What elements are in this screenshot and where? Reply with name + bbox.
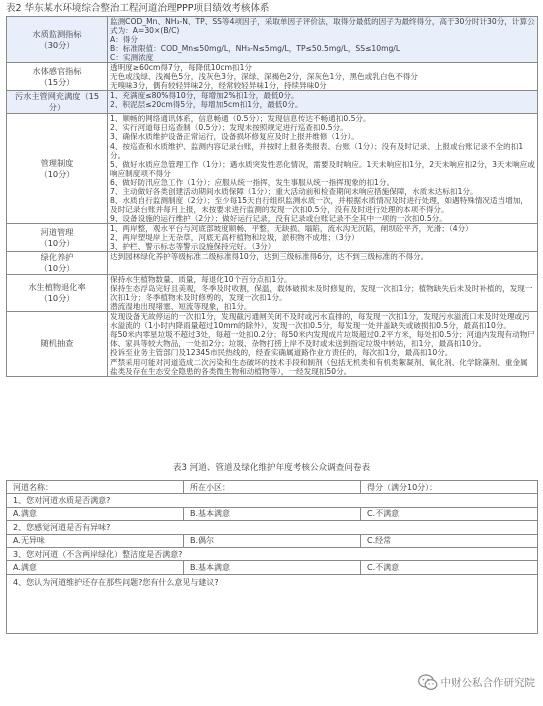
option-c: C.不满意 xyxy=(361,507,538,520)
indicator-row xyxy=(7,312,538,376)
option-a: A.无异味 xyxy=(7,534,184,547)
question-1: 1、您对河道水质是否满意? xyxy=(7,494,538,507)
indicator-category: 水质监测指标 （30分） xyxy=(7,17,108,63)
community-cell: 所在小区： xyxy=(184,481,361,494)
indicator-row xyxy=(7,252,538,275)
options-row xyxy=(7,561,538,574)
criteria-line: 1、顺畅的网络通讯体系，信息畅通（0.5分）；发现信息传达不畅通扣0.5分。 xyxy=(110,114,371,124)
criteria-line: 2、积泥层≤20cm得5分，每增加5cm扣1分，最低0分。 xyxy=(110,100,303,110)
criteria-line: 达到园林绿化养护等级标准二级标准得10分，达到三级标准得6分，达不到三级标准的不得分。 xyxy=(110,252,429,262)
criteria-line: 7、主动做好各类创建活动期间水质保障（1分）；重大活动前和检查期间未响应措施保障，水质未达标扣1分。 xyxy=(110,186,478,196)
criteria-line: 1、两岸整，观水平台与河底部坡度顺畅、平整，无缺损、塌陷，流水沟无沉陷，闸坝砼平齐，光滑；（4分） xyxy=(110,223,473,233)
performance-table xyxy=(6,16,538,377)
option-a: A.满意 xyxy=(7,561,184,574)
indicator-row xyxy=(7,17,538,63)
option-c: C.经常 xyxy=(361,534,538,547)
indicator-row xyxy=(7,223,538,251)
question-row xyxy=(7,574,538,633)
criteria-line: 保持水生植物数量、质量，每退化10个百分点扣1分。 xyxy=(110,275,292,285)
criteria-line: 透明度≥60cm得7分，每降低10cm扣1分 xyxy=(110,63,253,73)
criteria-line: 每50米内零星垃圾不超过3处，每超一处扣0.2分；每50米内发现成片垃圾超过0.2平方米，每处扣0.5分；河道内发现有动物尸体、家具等较大物品，一处扣2分；垃圾、杂物打捞上岸不及时或未送到指定垃圾中转站，扣1分，最高扣10分。 xyxy=(110,330,535,349)
criteria-line: 投诉至业务主管部门及12345市民热线的，经查实确属道路作业方责任的，每次扣1分，最高扣10分。 xyxy=(110,348,453,358)
criteria-line: 无色或浅绿、浅褐色5分，浅灰色3分，深绿、深褐色2分，深灰色1分，黑色或乳白色不得分 xyxy=(110,72,418,82)
criteria-line: 5、做好水质应急管理工作（1分）；遇水质突发性恶化情况，需要及时响应。1天未响应扣1分，2天未响应扣2分，3天未响应或响应制度项不得分 xyxy=(110,159,535,178)
question-4: 4、您认为河道维护还存在那些问题?您有什么意见与建议? xyxy=(7,574,538,633)
criteria-line: 发现设备无故停运的一次扣1分，发现截污通闸关闭不及时或污水直排的，每发现一次扣1分，发现污水溢流口未及时处理或污水溢流的（1小时内降雨量超过10mm的除外），发现一次扣0.5分，每发现一处井盖缺失或破损扣0.5分，最高扣10分。 xyxy=(110,312,530,331)
survey-header-row xyxy=(7,481,538,494)
table2-title: 表3 河道、管道及绿化维护年度考核公众调查问卷表 xyxy=(172,463,371,473)
criteria-line: 9、设备设施的运行维护（2分）；做好运行记录，没有记录或台账记录不全其中一项的一次扣0.5分。 xyxy=(110,213,447,223)
indicator-row xyxy=(7,91,538,114)
watermark xyxy=(418,672,536,692)
indicator-row xyxy=(7,275,538,312)
criteria-line: 2、两岸塑堤岸上无杂草，河底无高杆植物和垃圾，淤积物不成堆；（3分） xyxy=(110,232,359,242)
option-a: A.满意 xyxy=(7,507,184,520)
criteria-line: C：实测浓度 xyxy=(110,53,154,63)
indicator-row xyxy=(7,63,538,91)
options-row xyxy=(7,534,538,547)
question-3: 3、您对河道（不含两岸绿化）整洁度是否满意? xyxy=(7,547,538,560)
criteria-line: 监测COD_Mn、NH₃-N、TP、SS等4项因子，采取单因子评价法，取得分最低的因子为最终得分，高于30分时计30分，计算公式为：A=30×(B/C) xyxy=(110,17,535,36)
question-2: 2、您感觉河道是否有异味? xyxy=(7,521,538,534)
wechat-icon xyxy=(418,674,438,691)
river-name-cell: 河道名称： xyxy=(7,481,184,494)
score-cell: 得分（满分10分）： xyxy=(361,481,538,494)
indicator-category: 河道管理 （10分） xyxy=(7,223,108,251)
indicator-criteria xyxy=(108,17,538,63)
indicator-category: 水生植物退化率 （10分） xyxy=(7,275,108,312)
option-b: B.基本满意 xyxy=(184,561,361,574)
table1-title: 表2 华东某水环境综合整治工程河道治理PPP项目绩效考核体系 xyxy=(6,3,270,14)
criteria-line: 1、充满度≤80%得10分，每增加2%扣1分，最低0分。 xyxy=(110,91,299,101)
criteria-line: 严禁采用可能对河道造成二次污染和生态破坏的技术手段和制剂（包括无机类和有机类絮凝剂、氧化剂、化学除藻剂、重金属盐类及存在生态安全隐患的各类微生物和动植物等），一经发现扣50分。 xyxy=(110,357,528,376)
question-row xyxy=(7,494,538,507)
criteria-line: 8、水质自行监测制度（2分）；至少每15天自行组织监测水质一次，并根据水质情况及时进行处理，如遇特殊情况适当增加，及时记录台账并每月上报，未按要求进行监测的发现一次扣0.5分，没有及时进行处理的本项不得分。 xyxy=(110,195,528,214)
criteria-line: 无嗅味3分，偶有较轻异味2分，经常较轻异味1分，持续异味0分 xyxy=(110,81,327,91)
indicator-category: 绿化养护 （10分） xyxy=(7,252,108,275)
criteria-line: 3、护栏、警示标志等警示设施保持完好。（3分） xyxy=(110,242,276,252)
indicator-criteria xyxy=(108,223,538,251)
criteria-line: 4、按巡查和水质维护、监测内容记录台账，并按时上报各类报表、台账（1分）；没有及时记录、上报或台账记录不全的扣1分。 xyxy=(110,141,524,160)
indicator-category: 管理制度 （10分） xyxy=(7,114,108,224)
indicator-criteria xyxy=(108,312,538,376)
indicator-row xyxy=(7,114,538,224)
option-c: C.不满意 xyxy=(361,561,538,574)
criteria-line: 6、做好防汛应急工作（1分）；应服从统一指挥，发生事服从统一指挥现象的扣1分。 xyxy=(110,177,395,187)
options-row xyxy=(7,507,538,520)
criteria-line: 保持生态浮岛完好且美观，冬季及时收割，保温，载体破损未及时修复的，发现一次扣1分；植物缺失后未及时补植的，发现一次扣1分；冬季植物未及时修剪的，发现一次扣1分。 xyxy=(110,284,533,303)
indicator-criteria xyxy=(108,275,538,312)
indicator-category: 随机抽查 xyxy=(7,312,108,376)
survey-table xyxy=(6,480,538,634)
indicator-criteria xyxy=(108,91,538,114)
indicator-criteria xyxy=(108,63,538,91)
option-b: B.基本满意 xyxy=(184,507,361,520)
criteria-line: 潜流湿地出现堵塞、短流等现象，扣1分。 xyxy=(110,302,252,312)
indicator-category: 污水主管网充满度（15分） xyxy=(7,91,108,114)
indicator-criteria xyxy=(108,252,538,275)
option-b: B.偶尔 xyxy=(184,534,361,547)
criteria-line: 3、确保水质维护设备正常运行，设备损坏修复应及时上报并维修（1分）。 xyxy=(110,132,359,142)
criteria-line: B：标准限值：COD_Mn≤50mg/L，NH₃-N≤5mg/L，TP≤50.5mg/L，SS≤10mg/L xyxy=(110,44,401,54)
question-row xyxy=(7,547,538,560)
indicator-category: 水体感官指标 （15分） xyxy=(7,63,108,91)
indicator-criteria xyxy=(108,114,538,224)
criteria-line: A：得分 xyxy=(110,35,138,45)
watermark-text: 中财公私合作研究院 xyxy=(440,676,535,689)
question-row xyxy=(7,521,538,534)
criteria-line: 2、实行河道每日巡查制（0.5分）；发现未按照规定进行巡查扣0.5分。 xyxy=(110,123,348,133)
